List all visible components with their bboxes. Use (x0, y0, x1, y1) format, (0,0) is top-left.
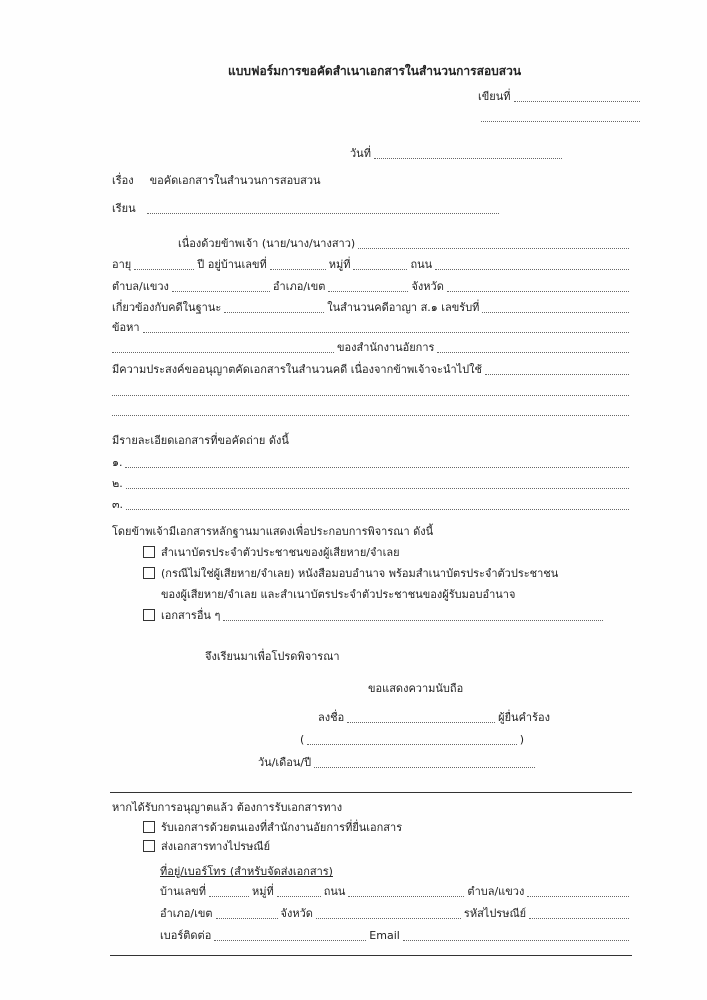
age-label: อายุ (112, 258, 132, 271)
closing-text: จึงเรียนมาเพื่อโปรดพิจารณา (205, 650, 340, 663)
moo-field[interactable] (353, 258, 407, 270)
other-docs-field[interactable] (223, 609, 603, 621)
age-field[interactable] (134, 258, 194, 270)
phone-field[interactable] (214, 929, 366, 941)
delivery-option-2[interactable] (143, 838, 270, 854)
subdistrict-label: ตำบล/แขวง (467, 885, 525, 898)
mail-address-row (160, 883, 632, 899)
subdistrict-field[interactable] (172, 280, 270, 292)
area-row (112, 278, 632, 294)
purpose-field-3[interactable] (112, 404, 629, 416)
email-field[interactable] (403, 929, 629, 941)
address-heading: ที่อยู่/เบอร์โทร (สำหรับจัดส่งเอกสาร) (160, 865, 333, 878)
intro-label: เนื่องด้วยข้าพเจ้า (นาย/นาง/นางสาว) (178, 237, 356, 250)
road-label: ถนน (323, 885, 346, 898)
printed-name-row (300, 731, 524, 747)
to-label: เรียน (112, 202, 136, 215)
doc-item-3 (112, 496, 632, 512)
purpose-field[interactable] (485, 363, 629, 375)
moo-label: หมู่ที่ (328, 258, 351, 271)
name-field[interactable] (358, 237, 629, 249)
divider (110, 792, 632, 793)
to-row (112, 200, 502, 216)
postcode-field[interactable] (529, 907, 629, 919)
date-field[interactable] (374, 147, 562, 159)
district-label: อำเภอ/เขต (160, 907, 213, 920)
house-label: บ้านเลขที่ (160, 885, 206, 898)
doc-item-field[interactable] (126, 477, 629, 489)
address-row (112, 256, 632, 272)
signature-field[interactable] (347, 711, 495, 723)
evidence-option-2[interactable] (143, 565, 558, 581)
subdistrict-field[interactable] (527, 885, 629, 897)
doc-item-number: ๓. (112, 498, 124, 511)
checkbox[interactable] (143, 609, 155, 621)
written-at-field[interactable] (514, 90, 641, 102)
written-at-field-2[interactable] (481, 110, 640, 122)
email-label: Email (369, 929, 400, 942)
subdistrict-label: ตำบล/แขวง (112, 280, 169, 293)
district-label: อำเภอ/เขต (272, 280, 326, 293)
moo-field[interactable] (277, 885, 321, 897)
doc-item-number: ๒. (112, 477, 123, 490)
sign-date-row (258, 754, 538, 770)
doc-item-field[interactable] (125, 456, 629, 468)
sign-row (318, 709, 550, 725)
house-field[interactable] (209, 885, 249, 897)
delivery-heading: หากได้รับการอนุญาตแล้ว ต้องการรับเอกสารทาง (112, 801, 343, 814)
charge-field-2[interactable] (112, 341, 334, 353)
written-at-label: เขียนที่ (478, 90, 511, 103)
sign-label: ลงชื่อ (318, 711, 345, 724)
province-label: จังหวัด (411, 280, 444, 293)
sign-date-field[interactable] (314, 756, 535, 768)
road-label: ถนน (410, 258, 433, 271)
office-label: ของสำนักงานอัยการ (337, 341, 435, 354)
charge-field[interactable] (143, 321, 629, 333)
district-field[interactable] (328, 280, 408, 292)
subject-label: เรื่อง (112, 174, 134, 187)
office-row (112, 339, 632, 355)
doc-item-field[interactable] (126, 498, 629, 510)
mail-area-row (160, 905, 632, 921)
case-no-field[interactable] (482, 301, 629, 313)
relation-field[interactable] (224, 301, 324, 313)
province-field[interactable] (316, 907, 461, 919)
postcode-label: รหัสไปรษณีย์ (463, 907, 527, 920)
option-label: (กรณีไม่ใช่ผู้เสียหาย/จำเลย) หนังสือมอบอำนาจ พร้อมสำเนาบัตรประจำตัวประชาชน (161, 567, 559, 580)
house-field[interactable] (270, 258, 326, 270)
evidence-option-1[interactable] (143, 544, 400, 560)
written-at-row-2 (478, 108, 643, 124)
relation-row (112, 299, 632, 315)
option-label: ส่งเอกสารทางไปรษณีย์ (161, 840, 271, 853)
district-field[interactable] (216, 907, 278, 919)
written-at-row (478, 88, 643, 104)
checkbox[interactable] (143, 546, 155, 558)
purpose-row (112, 361, 632, 377)
printed-name-field[interactable] (307, 733, 516, 745)
phone-label: เบอร์ติดต่อ (160, 929, 212, 942)
evidence-option-2-cont: ของผู้เสียหาย/จำเลย และสำเนาบัตรประจำตัวประชาชนของผู้รับมอบอำนาจ (161, 588, 516, 601)
date-label: วันที่ (350, 147, 371, 160)
case-no-label: ในสำนวนคดีอาญา ส.๑ เลขรับที่ (327, 301, 480, 314)
province-field[interactable] (447, 280, 629, 292)
evidence-heading: โดยข้าพเจ้ามีเอกสารหลักฐานมาแสดงเพื่อประกอบการพิจารณา ดังนี้ (112, 525, 434, 538)
province-label: จังหวัด (280, 907, 313, 920)
applicant-label: ผู้ยื่นคำร้อง (498, 711, 550, 724)
relation-label: เกี่ยวข้องกับคดีในฐานะ (112, 301, 222, 314)
to-field[interactable] (147, 202, 499, 214)
purpose-field-2[interactable] (112, 384, 629, 396)
subject-row (112, 172, 321, 188)
doc-item-number: ๑. (112, 456, 123, 469)
form-title: แบบฟอร์มการขอคัดสำเนาเอกสารในสำนวนการสอบสวน (228, 64, 522, 78)
subject-text: ขอคัดเอกสารในสำนวนการสอบสวน (149, 174, 321, 187)
doc-item-2 (112, 475, 632, 491)
sign-date-label: วัน/เดือน/ปี (258, 756, 312, 769)
charge-label: ข้อหา (112, 321, 140, 334)
checkbox[interactable] (143, 840, 155, 852)
house-label: ปี อยู่บ้านเลขที่ (197, 258, 267, 271)
office-field[interactable] (437, 341, 629, 353)
regards-text: ขอแสดงความนับถือ (368, 682, 464, 695)
checkbox[interactable] (143, 821, 155, 833)
delivery-option-1[interactable] (143, 819, 402, 835)
date-row (350, 145, 565, 161)
contact-row (160, 927, 632, 943)
charge-row (112, 319, 632, 335)
open-paren: ( (300, 733, 305, 746)
moo-label: หมู่ที่ (251, 885, 274, 898)
evidence-option-3[interactable] (143, 607, 606, 623)
close-paren: ) (519, 733, 524, 746)
road-field[interactable] (435, 258, 629, 270)
intro-row (178, 235, 632, 251)
option-label: สำเนาบัตรประจำตัวประชาชนของผู้เสียหาย/จำเลย (161, 546, 400, 559)
divider (110, 955, 632, 956)
option-label: รับเอกสารด้วยตนเองที่สำนักงานอัยการที่ยื่นเอกสาร (161, 821, 403, 834)
purpose-row-3 (112, 402, 632, 418)
docs-heading: มีรายละเอียดเอกสารที่ขอคัดถ่าย ดังนี้ (112, 434, 289, 447)
purpose-label: มีความประสงค์ขออนุญาตคัดเอกสารในสำนวนคดี เนื่องจากข้าพเจ้าจะนำไปใช้ (112, 363, 482, 376)
checkbox[interactable] (143, 567, 155, 579)
doc-item-1 (112, 454, 632, 470)
option-label: เอกสารอื่น ๆ (161, 609, 221, 622)
purpose-row-2 (112, 382, 632, 398)
road-field[interactable] (348, 885, 464, 897)
